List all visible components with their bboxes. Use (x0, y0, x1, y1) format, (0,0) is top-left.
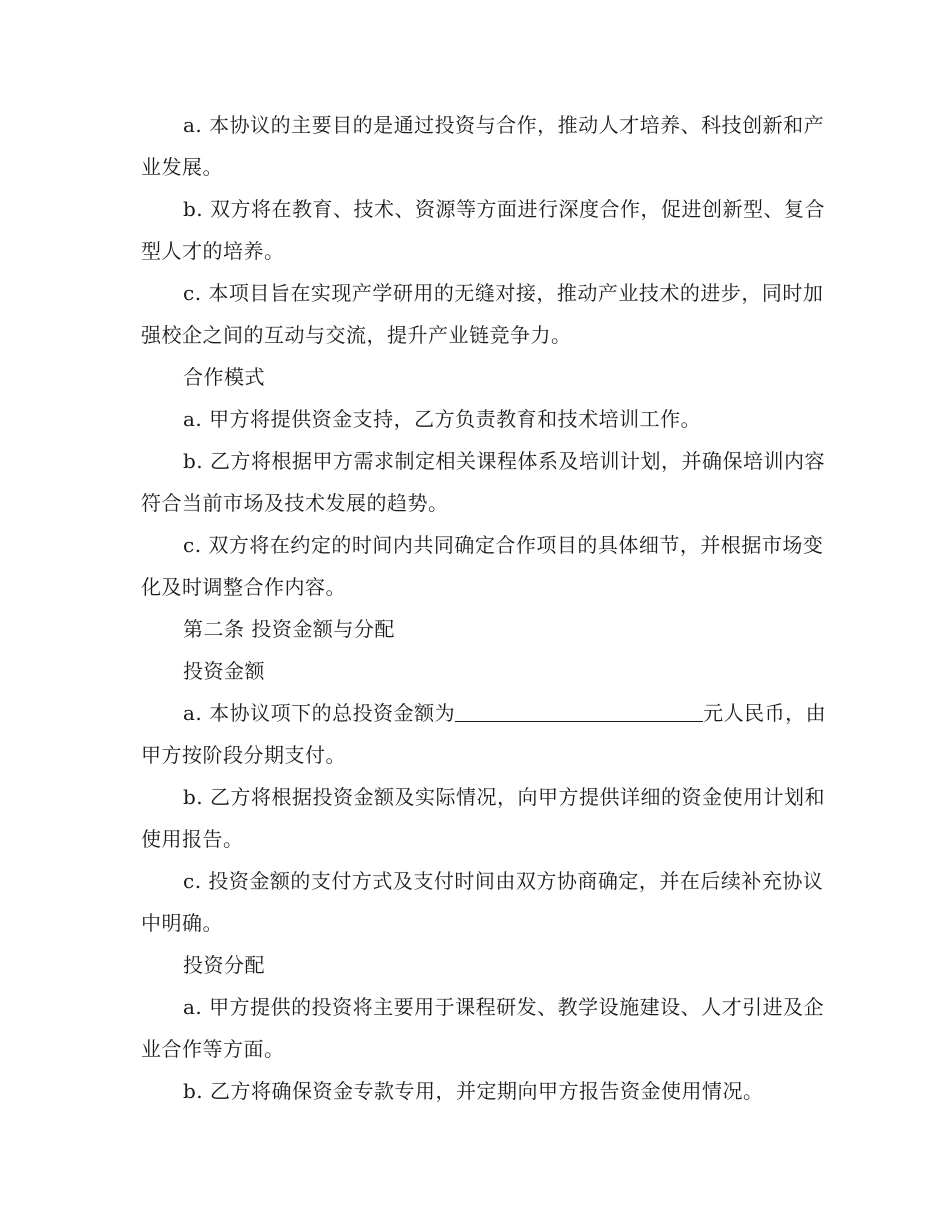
section-heading-investment-allocation: 投资分配 (183, 953, 265, 977)
clause-amount-a-after: 元人民币，由甲方按阶段分期支付。 (141, 701, 827, 767)
article-heading-2: 第二条 投资金额与分配 (183, 617, 395, 641)
clause-amount-a (141, 692, 830, 776)
amount-blank-line (455, 701, 703, 722)
clause-allocation-a: a. 甲方提供的投资将主要用于课程研发、教学设施建设、人才引进及企业合作等方面。 (141, 995, 825, 1061)
clause-purpose-a: a. 本协议的主要目的是通过投资与合作，推动人才培养、科技创新和产业发展。 (141, 113, 825, 179)
clause-mode-a: a. 甲方将提供资金支持，乙方负责教育和技术培训工作。 (183, 407, 702, 431)
clause-purpose-c: c. 本项目旨在实现产学研用的无缝对接，推动产业技术的进步，同时加强校企之间的互动与交流，提升产业链竞争力。 (141, 281, 824, 347)
section-heading-cooperation-mode: 合作模式 (183, 365, 265, 389)
clause-purpose-b: b. 双方将在教育、技术、资源等方面进行深度合作，促进创新型、复合型人才的培养。 (141, 197, 826, 263)
clause-amount-c: c. 投资金额的支付方式及支付时间由双方协商确定，并在后续补充协议中明确。 (141, 869, 824, 935)
clause-amount-b: b. 乙方将根据投资金额及实际情况，向甲方提供详细的资金使用计划和使用报告。 (141, 785, 826, 851)
clause-amount-a-before: a. 本协议项下的总投资金额为 (183, 701, 456, 725)
clause-mode-c: c. 双方将在约定的时间内共同确定合作项目的具体细节，并根据市场变化及时调整合作内容。 (141, 533, 824, 599)
section-heading-investment-amount: 投资金额 (183, 659, 265, 683)
clause-mode-b: b. 乙方将根据甲方需求制定相关课程体系及培训计划，并确保培训内容符合当前市场及技术发展的趋势。 (141, 449, 826, 515)
clause-allocation-b: b. 乙方将确保资金专款专用，并定期向甲方报告资金使用情况。 (183, 1079, 764, 1103)
